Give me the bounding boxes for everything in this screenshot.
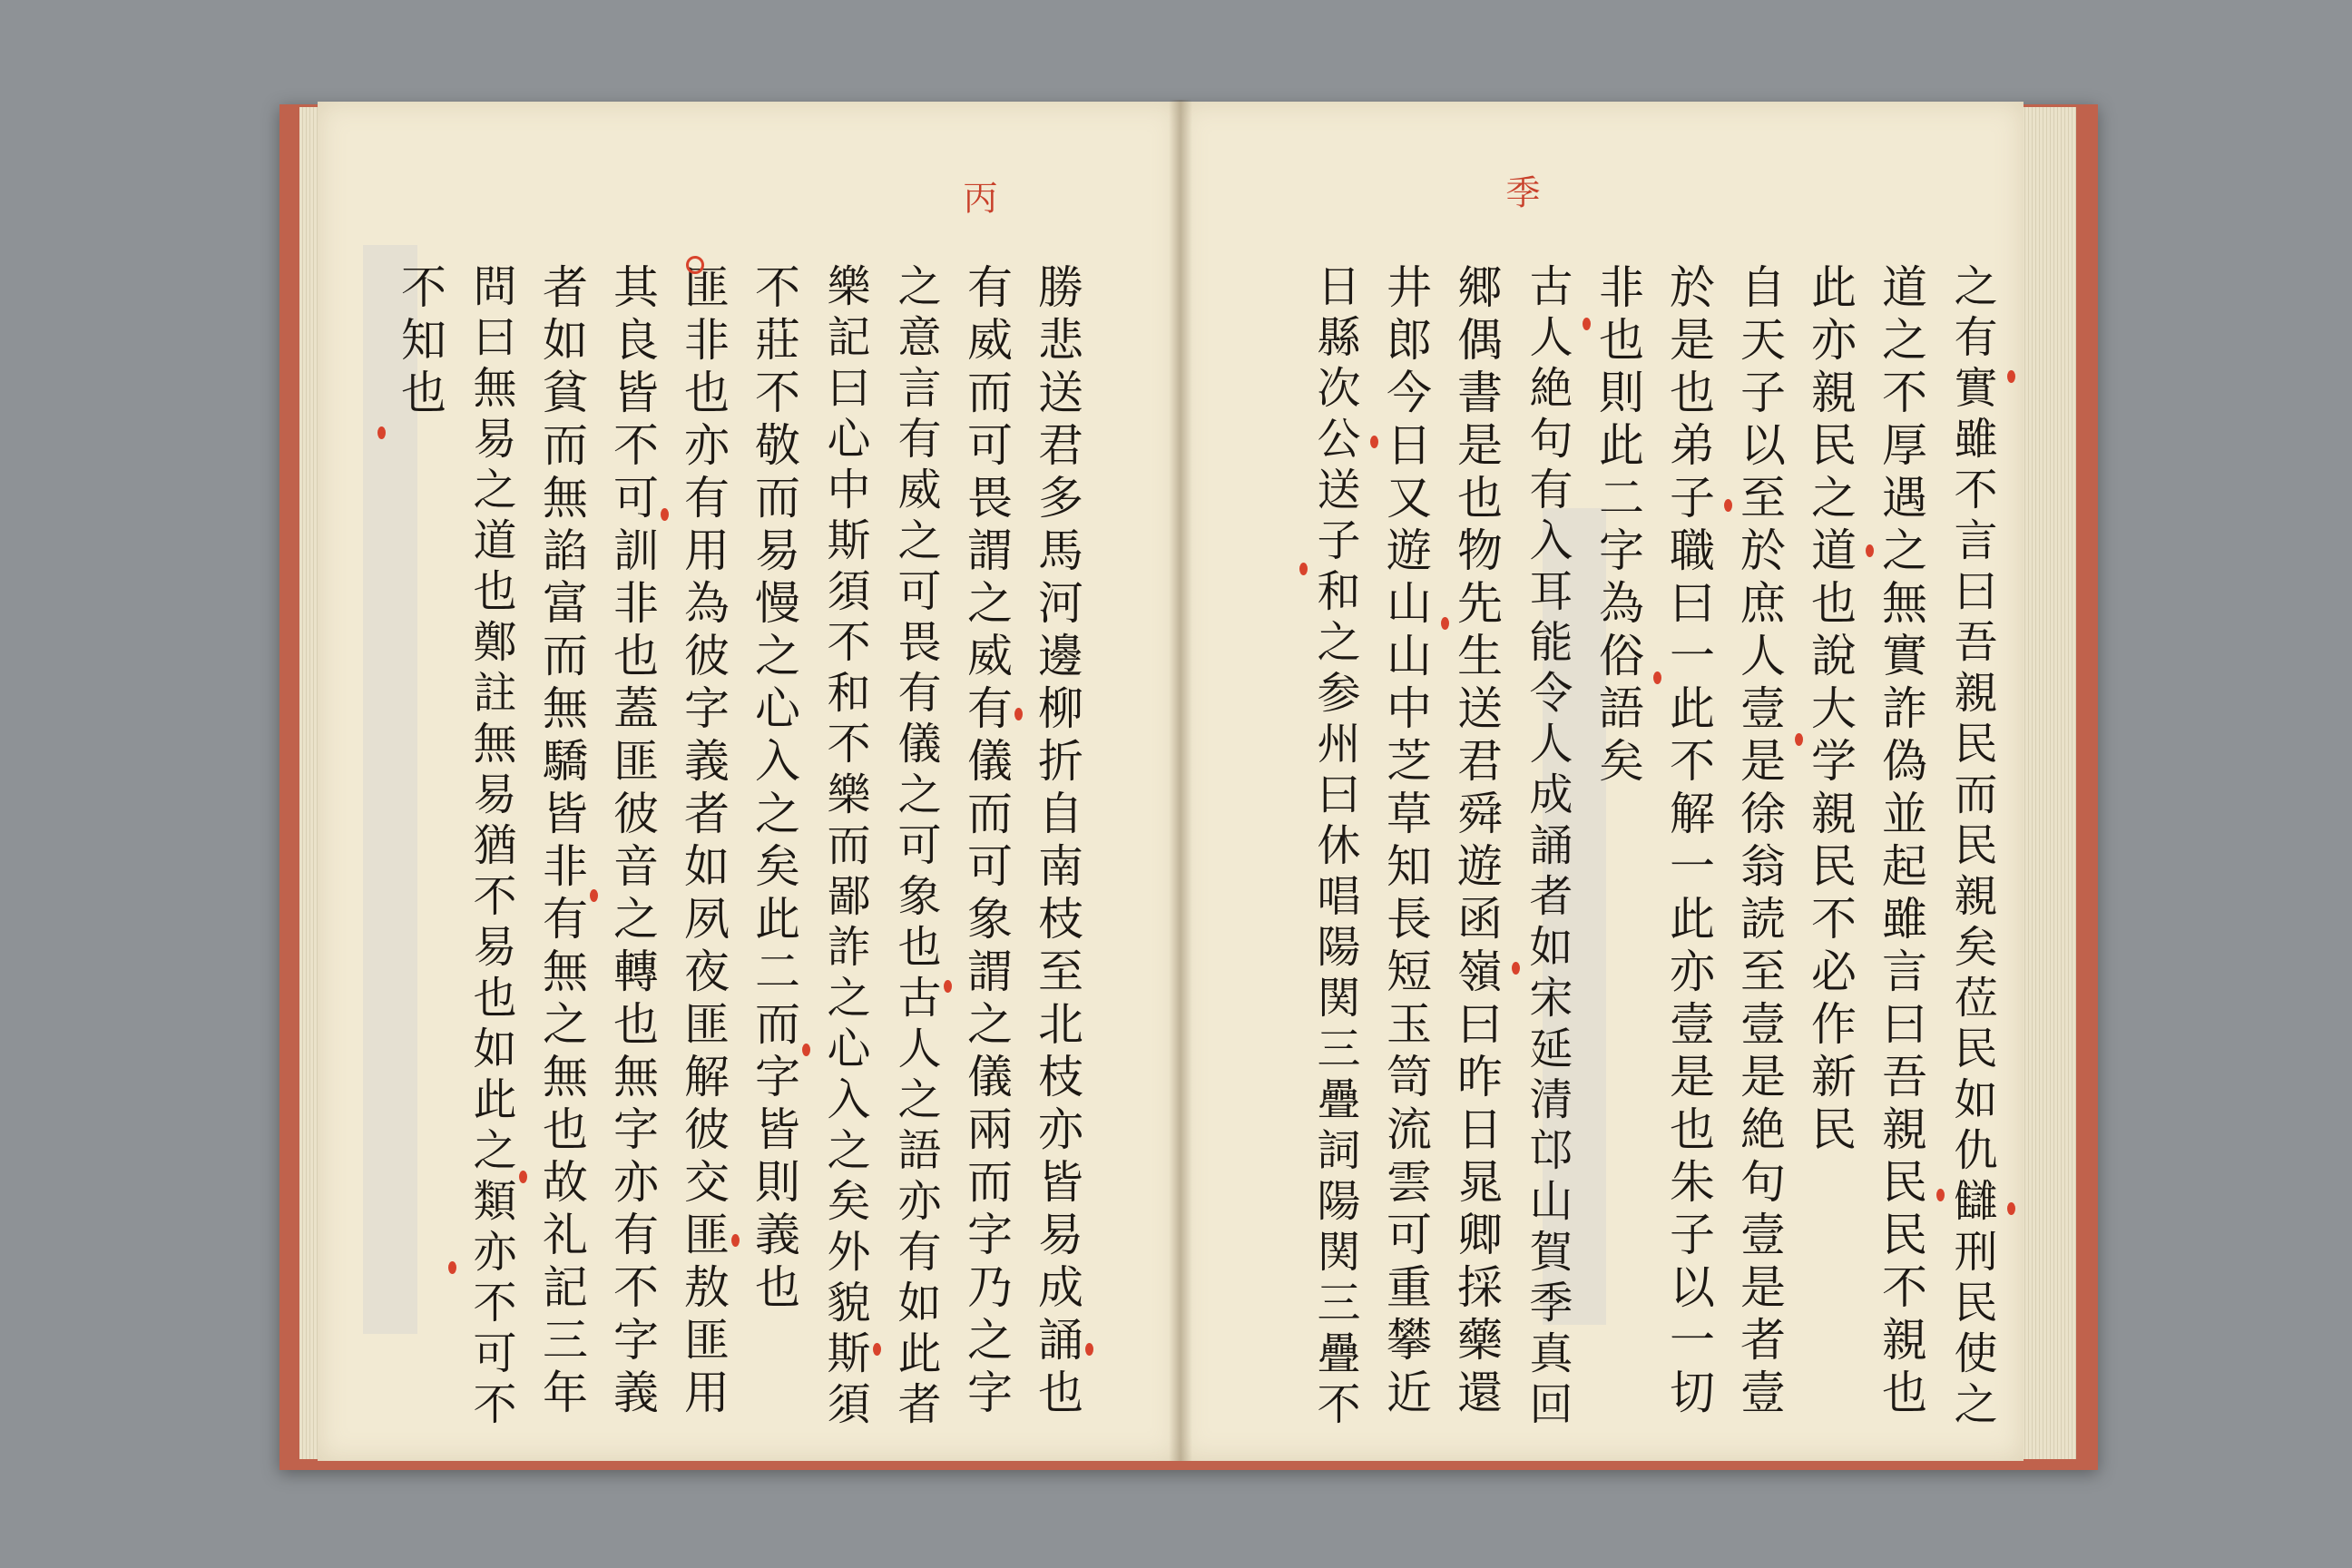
text-column: 樂記曰心中斯須不和不樂而鄙詐之心入之矣外貌斯須	[819, 263, 870, 1432]
punctuation-mark	[802, 1044, 810, 1056]
text-column: 自天子以至於庶人壹是徐翁読至壹是絶句壹是者壹	[1733, 263, 1786, 1421]
punctuation-mark	[590, 889, 598, 902]
punctuation-mark	[661, 508, 669, 521]
punctuation-mark	[1299, 563, 1308, 575]
punctuation-mark	[1370, 436, 1378, 448]
text-column: 之有實雖不言曰吾親民而民親矣莅民如仇讎刑民使之	[1946, 263, 1997, 1432]
punctuation-mark	[377, 426, 386, 439]
punctuation-mark	[2007, 1202, 2015, 1215]
punctuation-mark	[731, 1234, 740, 1247]
seal-mark: 季	[1500, 174, 1540, 209]
punctuation-mark	[448, 1261, 456, 1274]
page-edges-right	[2022, 107, 2076, 1459]
punctuation-mark	[1866, 544, 1874, 557]
text-column: 不莊不敬而易慢之心入之矣此二而字皆則義也	[748, 263, 800, 1316]
punctuation-mark	[873, 1343, 881, 1356]
punctuation-mark	[686, 256, 704, 274]
text-column: 郷偶書是也物先生送君舜遊函嶺曰昨日晁卿採藥還	[1450, 263, 1503, 1421]
folio-mark: 丙	[957, 180, 997, 214]
punctuation-mark	[1512, 962, 1520, 975]
text-column: 其良皆不可訓非也蓋匪彼音之轉也無字亦有不字義	[606, 263, 659, 1421]
punctuation-mark	[1795, 733, 1803, 746]
punctuation-mark	[1724, 499, 1732, 512]
page-edges-left	[299, 107, 319, 1459]
punctuation-mark	[944, 980, 952, 993]
text-column: 問曰無易之道也鄭註無易猶不易也如此之類亦不可不	[466, 263, 516, 1432]
text-column: 之意言有威之可畏有儀之可象也古人之語亦有如此者	[890, 263, 941, 1432]
text-column: 不知也	[394, 263, 446, 421]
text-column: 日縣次公送子和之参州曰休唱陽関三疊詞陽関三疊不	[1309, 263, 1360, 1432]
punctuation-mark	[1653, 671, 1661, 684]
punctuation-mark	[1936, 1189, 1945, 1201]
punctuation-mark	[519, 1171, 527, 1183]
text-column: 者如貧而無諂富而無驕皆非有無之無也故礼記三年	[535, 263, 588, 1421]
book-gutter	[1169, 100, 1192, 1461]
text-column: 道之不厚遇之無實詐偽並起雖言曰吾親民民不親也	[1875, 263, 1927, 1421]
text-column: 有威而可畏謂之威有儀而可象謂之儀兩而字乃之字	[960, 263, 1013, 1421]
text-column: 古人絶句有入耳能令人成誦者如宋延清邙山賀季真回	[1522, 263, 1573, 1432]
text-column: 勝悲送君多馬河邊柳折自南枝至北枝亦皆易成誦也	[1031, 263, 1083, 1421]
punctuation-mark	[1583, 318, 1591, 330]
text-column: 匪非也亦有用為彼字義者如夙夜匪解彼交匪敖匪用	[677, 263, 730, 1421]
text-column: 此亦親民之道也說大学親民不必作新民	[1804, 263, 1857, 1158]
punctuation-mark	[1085, 1343, 1093, 1356]
punctuation-mark	[1014, 708, 1023, 720]
punctuation-mark	[2007, 370, 2015, 383]
punctuation-mark	[1441, 617, 1449, 630]
text-column: 井郎今日又遊山山中芝草知長短玉笥流雲可重攀近	[1379, 263, 1432, 1421]
text-column: 非也則此二字為俗語矣	[1592, 263, 1644, 789]
text-column: 於是也弟子職曰一此不解一此亦壹是也朱子以一切	[1662, 263, 1715, 1421]
